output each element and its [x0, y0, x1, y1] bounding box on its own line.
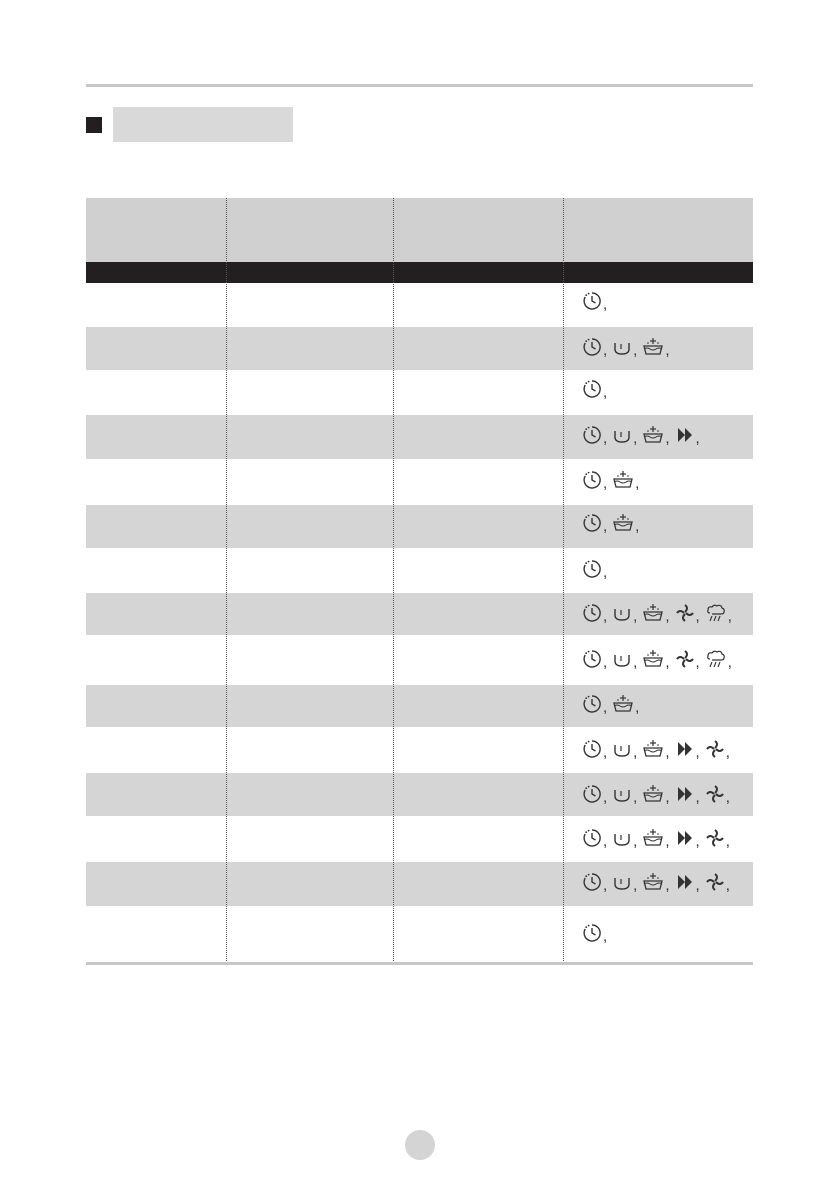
comma-separator: ,	[665, 744, 670, 761]
options-cell	[582, 828, 735, 848]
comma-separator: ,	[603, 518, 608, 535]
comma-separator: ,	[635, 518, 640, 535]
table-row	[86, 685, 753, 727]
comma-separator: ,	[603, 608, 608, 625]
comma-separator: ,	[635, 475, 640, 492]
comma-separator: ,	[665, 654, 670, 671]
table-row	[86, 459, 753, 505]
comma-separator: ,	[633, 744, 638, 761]
speed-icon	[675, 739, 701, 759]
comma-separator: ,	[665, 833, 670, 850]
table-row	[86, 906, 753, 962]
comma-separator: ,	[603, 654, 608, 671]
options-cell	[582, 784, 735, 804]
comma-separator: ,	[695, 877, 700, 894]
comma-separator: ,	[603, 928, 608, 945]
comma-separator: ,	[603, 475, 608, 492]
delay-icon	[582, 694, 608, 714]
comma-separator: ,	[665, 608, 670, 625]
column-divider	[393, 198, 394, 963]
comma-separator: ,	[603, 744, 608, 761]
program-table	[86, 198, 753, 965]
delay-icon	[582, 828, 608, 848]
comma-separator: ,	[727, 608, 732, 625]
options-cell	[582, 425, 705, 445]
comma-separator: ,	[633, 654, 638, 671]
delay-icon	[582, 872, 608, 892]
options-cell	[582, 513, 644, 533]
comma-separator: ,	[633, 342, 638, 359]
top-rule	[86, 84, 753, 87]
prewash-icon	[612, 337, 638, 357]
intensive-icon	[642, 603, 670, 623]
options-cell	[582, 649, 737, 669]
prewash-icon	[612, 425, 638, 445]
delay-icon	[582, 603, 608, 623]
prewash-icon	[612, 739, 638, 759]
table-row	[86, 283, 753, 327]
table-row	[86, 370, 753, 415]
options-cell	[582, 872, 735, 892]
delay-icon	[582, 784, 608, 804]
options-cell	[582, 291, 612, 311]
comma-separator: ,	[633, 608, 638, 625]
delay-icon	[582, 739, 608, 759]
table-row	[86, 816, 753, 862]
speed-icon	[675, 784, 701, 804]
options-cell	[582, 470, 644, 490]
intensive-icon	[642, 784, 670, 804]
comma-separator: ,	[725, 744, 730, 761]
table-row	[86, 415, 753, 459]
intensive-icon	[642, 337, 670, 357]
comma-separator: ,	[633, 789, 638, 806]
comma-separator: ,	[603, 296, 608, 313]
table-row	[86, 505, 753, 548]
comma-separator: ,	[727, 654, 732, 671]
section-title	[113, 107, 293, 142]
comma-separator: ,	[695, 789, 700, 806]
steam-icon	[705, 603, 733, 623]
comma-separator: ,	[603, 877, 608, 894]
prewash-icon	[612, 649, 638, 669]
comma-separator: ,	[695, 833, 700, 850]
intensive-icon	[612, 470, 640, 490]
comma-separator: ,	[603, 384, 608, 401]
comma-separator: ,	[695, 654, 700, 671]
intensive-icon	[642, 828, 670, 848]
prewash-icon	[612, 603, 638, 623]
options-cell	[582, 603, 737, 623]
column-divider	[226, 198, 227, 963]
dry-icon	[705, 739, 731, 759]
dry-icon	[705, 872, 731, 892]
comma-separator: ,	[603, 833, 608, 850]
comma-separator: ,	[603, 564, 608, 581]
dry-icon	[705, 784, 731, 804]
intensive-icon	[642, 872, 670, 892]
delay-icon	[582, 649, 608, 669]
table-row	[86, 548, 753, 593]
table-row	[86, 773, 753, 816]
delay-icon	[582, 923, 608, 943]
steam-icon	[705, 649, 733, 669]
table-row	[86, 862, 753, 906]
options-cell	[582, 337, 675, 357]
dry-icon	[675, 603, 701, 623]
delay-icon	[582, 425, 608, 445]
section-marker-square	[86, 117, 102, 133]
options-cell	[582, 739, 735, 759]
intensive-icon	[642, 425, 670, 445]
intensive-icon	[642, 649, 670, 669]
intensive-icon	[642, 739, 670, 759]
intensive-icon	[612, 694, 640, 714]
delay-icon	[582, 559, 608, 579]
table-row	[86, 727, 753, 773]
comma-separator: ,	[695, 608, 700, 625]
page-number-badge	[405, 1130, 435, 1160]
prewash-icon	[612, 828, 638, 848]
comma-separator: ,	[695, 430, 700, 447]
delay-icon	[582, 291, 608, 311]
table-subheader-bar	[86, 262, 753, 283]
table-header-row	[86, 198, 753, 262]
options-cell	[582, 923, 612, 943]
comma-separator: ,	[603, 699, 608, 716]
comma-separator: ,	[633, 877, 638, 894]
comma-separator: ,	[603, 430, 608, 447]
comma-separator: ,	[603, 342, 608, 359]
comma-separator: ,	[725, 789, 730, 806]
table-row	[86, 635, 753, 685]
comma-separator: ,	[633, 430, 638, 447]
dry-icon	[675, 649, 701, 669]
intensive-icon	[612, 513, 640, 533]
comma-separator: ,	[665, 342, 670, 359]
comma-separator: ,	[665, 430, 670, 447]
comma-separator: ,	[695, 744, 700, 761]
dry-icon	[705, 828, 731, 848]
speed-icon	[675, 828, 701, 848]
comma-separator: ,	[665, 789, 670, 806]
comma-separator: ,	[633, 833, 638, 850]
speed-icon	[675, 425, 701, 445]
delay-icon	[582, 513, 608, 533]
comma-separator: ,	[635, 699, 640, 716]
table-row	[86, 327, 753, 370]
comma-separator: ,	[603, 789, 608, 806]
delay-icon	[582, 337, 608, 357]
delay-icon	[582, 379, 608, 399]
options-cell	[582, 559, 612, 579]
comma-separator: ,	[665, 877, 670, 894]
column-divider	[563, 198, 564, 963]
table-row	[86, 593, 753, 635]
comma-separator: ,	[725, 833, 730, 850]
bottom-rule	[86, 962, 753, 965]
options-cell	[582, 694, 644, 714]
comma-separator: ,	[725, 877, 730, 894]
speed-icon	[675, 872, 701, 892]
prewash-icon	[612, 784, 638, 804]
prewash-icon	[612, 872, 638, 892]
delay-icon	[582, 470, 608, 490]
options-cell	[582, 379, 612, 399]
